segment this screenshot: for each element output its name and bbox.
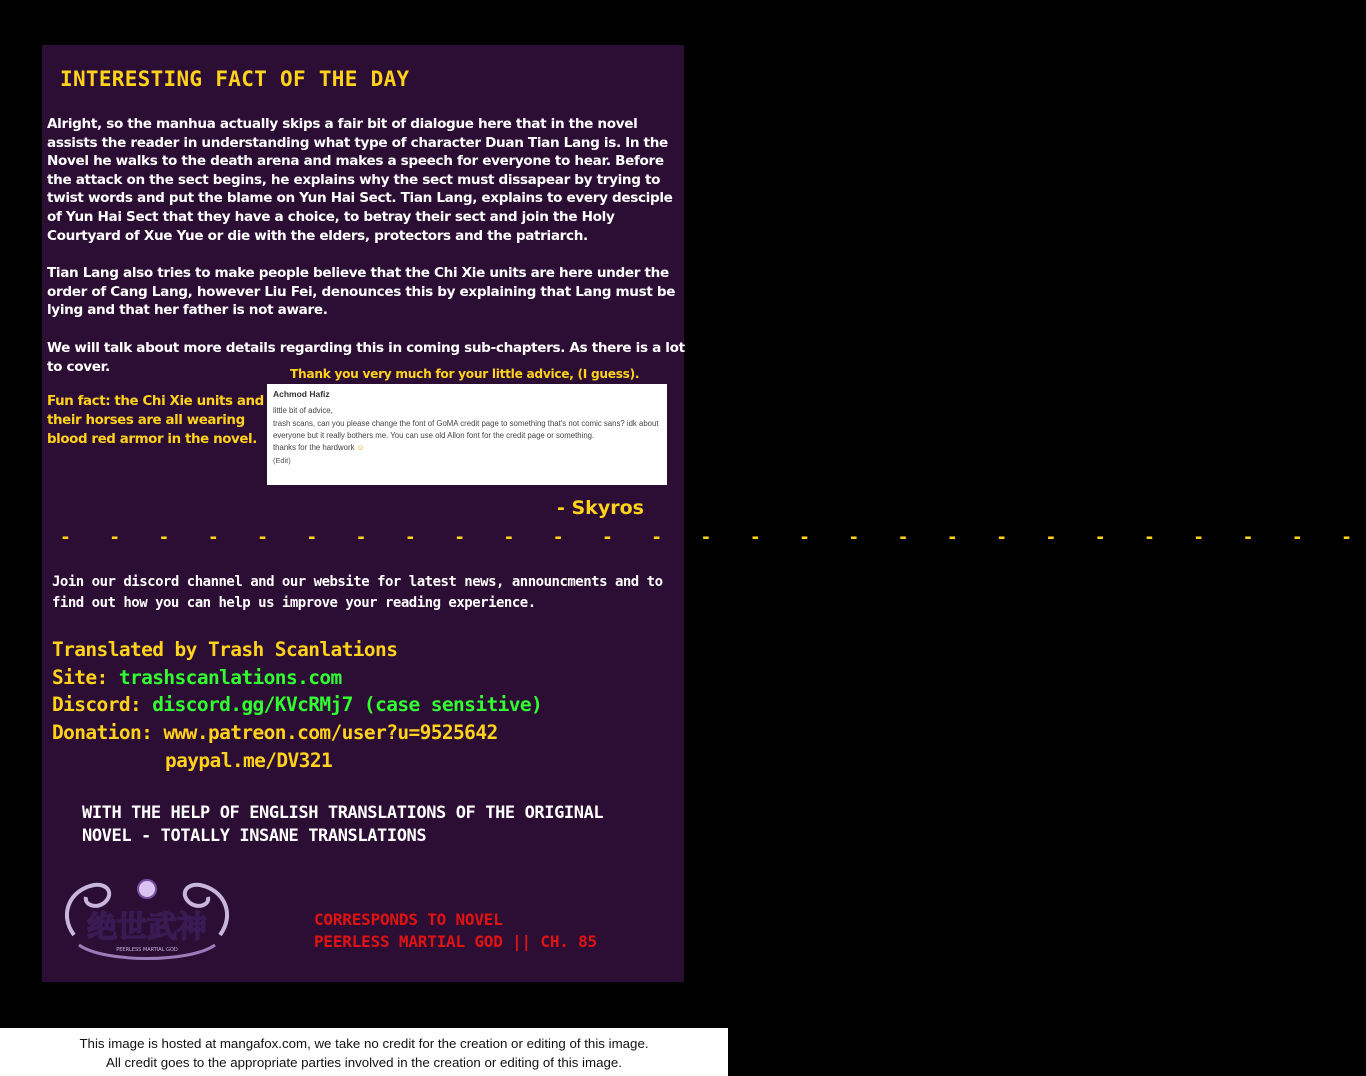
- patreon-link[interactable]: www.patreon.com/user?u=9525642: [163, 721, 498, 744]
- donation-label: Donation:: [52, 721, 153, 744]
- comment-author: Achmod Hafiz: [273, 389, 330, 399]
- donation-credit: [52, 721, 498, 744]
- peerless-martial-god-logo: [54, 875, 240, 970]
- paypal-credit: [165, 749, 332, 772]
- corresponds-note: [314, 909, 597, 953]
- site-credit: [52, 666, 342, 689]
- paypal-link[interactable]: paypal.me/DV321: [165, 749, 333, 772]
- comment-thanks: [273, 442, 662, 454]
- corresponds-line-1: CORRESPONDS TO NOVEL: [314, 910, 503, 929]
- disclaimer-line-1: This image is hosted at mangafox.com, we take no credit for the creation or editing of this image.: [79, 1036, 649, 1051]
- novel-translation-credit: WITH THE HELP OF ENGLISH TRANSLATIONS OF THE ORIGINAL NOVEL - TOTALLY INSANE TRANSLATIONS: [82, 803, 604, 846]
- translated-by: Translated by Trash Scanlations: [52, 638, 398, 661]
- discord-label: Discord:: [52, 693, 142, 716]
- discord-link[interactable]: discord.gg/KVcRMj7 (case sensitive): [152, 693, 543, 716]
- fun-fact: Fun fact: the Chi Xie units and their horses are all wearing blood red armor in the novel.: [47, 394, 264, 447]
- credits-panel: [42, 45, 1366, 982]
- join-discord-text: Join our discord channel and our website for latest news, announcments and to find out how you can help us improve your reading experience.: [52, 574, 663, 611]
- site-label: Site:: [52, 666, 108, 689]
- thanks-caption: Thank you very much for your little advice, (I guess).: [290, 367, 640, 381]
- signature: - Skyros: [557, 497, 644, 519]
- reader-comment-screenshot: [267, 384, 667, 485]
- comment-edit-link: (Edit): [273, 456, 291, 465]
- smiley-icon: ☺: [356, 443, 365, 452]
- pearl-shape: [138, 880, 156, 898]
- comment-intro: little bit of advice,: [273, 406, 333, 415]
- discord-credit: [52, 693, 542, 716]
- fact-paragraph-3: We will talk about more details regarding this in coming sub-chapters. As there is a lot to cover.: [47, 340, 685, 375]
- fact-heading: INTERESTING FACT OF THE DAY: [60, 67, 410, 91]
- hosting-disclaimer: [0, 1028, 728, 1076]
- comment-body: trash scans, can you please change the font of GoMA credit page to something that's not comic sans? idk about everyone but it really bothers me. You can use old Allon font for the credit page or something.: [273, 419, 659, 440]
- logo-title: 绝世武神: [87, 910, 207, 945]
- fact-paragraph-1: Alright, so the manhua actually skips a fair bit of dialogue here that in the novel assists the reader in understanding what type of character Duan Tian Lang is. In the Novel he walks to the death arena and makes a speech for everyone to hear. Before the attack on the sect begins, he explains why the sect must dissapear by trying to twist words and put the blame on Yun Hai Sect. Tian Lang, explains to every desciple of Yun Hai Sect that they have a choice, to betray their sect and join the Holy Courtyard of Xue Yue or die with the elders, protectors and the patriarch.: [47, 116, 673, 244]
- corresponds-line-2: PEERLESS MARTIAL GOD || CH. 85: [314, 932, 597, 951]
- comment-thanks-text: thanks for the hardwork: [273, 443, 355, 452]
- fact-paragraph-2: Tian Lang also tries to make people believe that the Chi Xie units are here under the order of Cang Lang, however Liu Fei, denounces this by explaining that Lang must be lying and that her father is not aware.: [47, 265, 676, 319]
- site-link[interactable]: trashscanlations.com: [118, 666, 342, 689]
- disclaimer-line-2: All credit goes to the appropriate parties involved in the creation or editing of this image.: [106, 1055, 622, 1070]
- logo-subtitle: PEERLESS MARTIAL GOD: [116, 947, 178, 953]
- dashed-divider: - - - - - - - - - - - - - - - - - - - - - - - - - - -: [60, 527, 1366, 548]
